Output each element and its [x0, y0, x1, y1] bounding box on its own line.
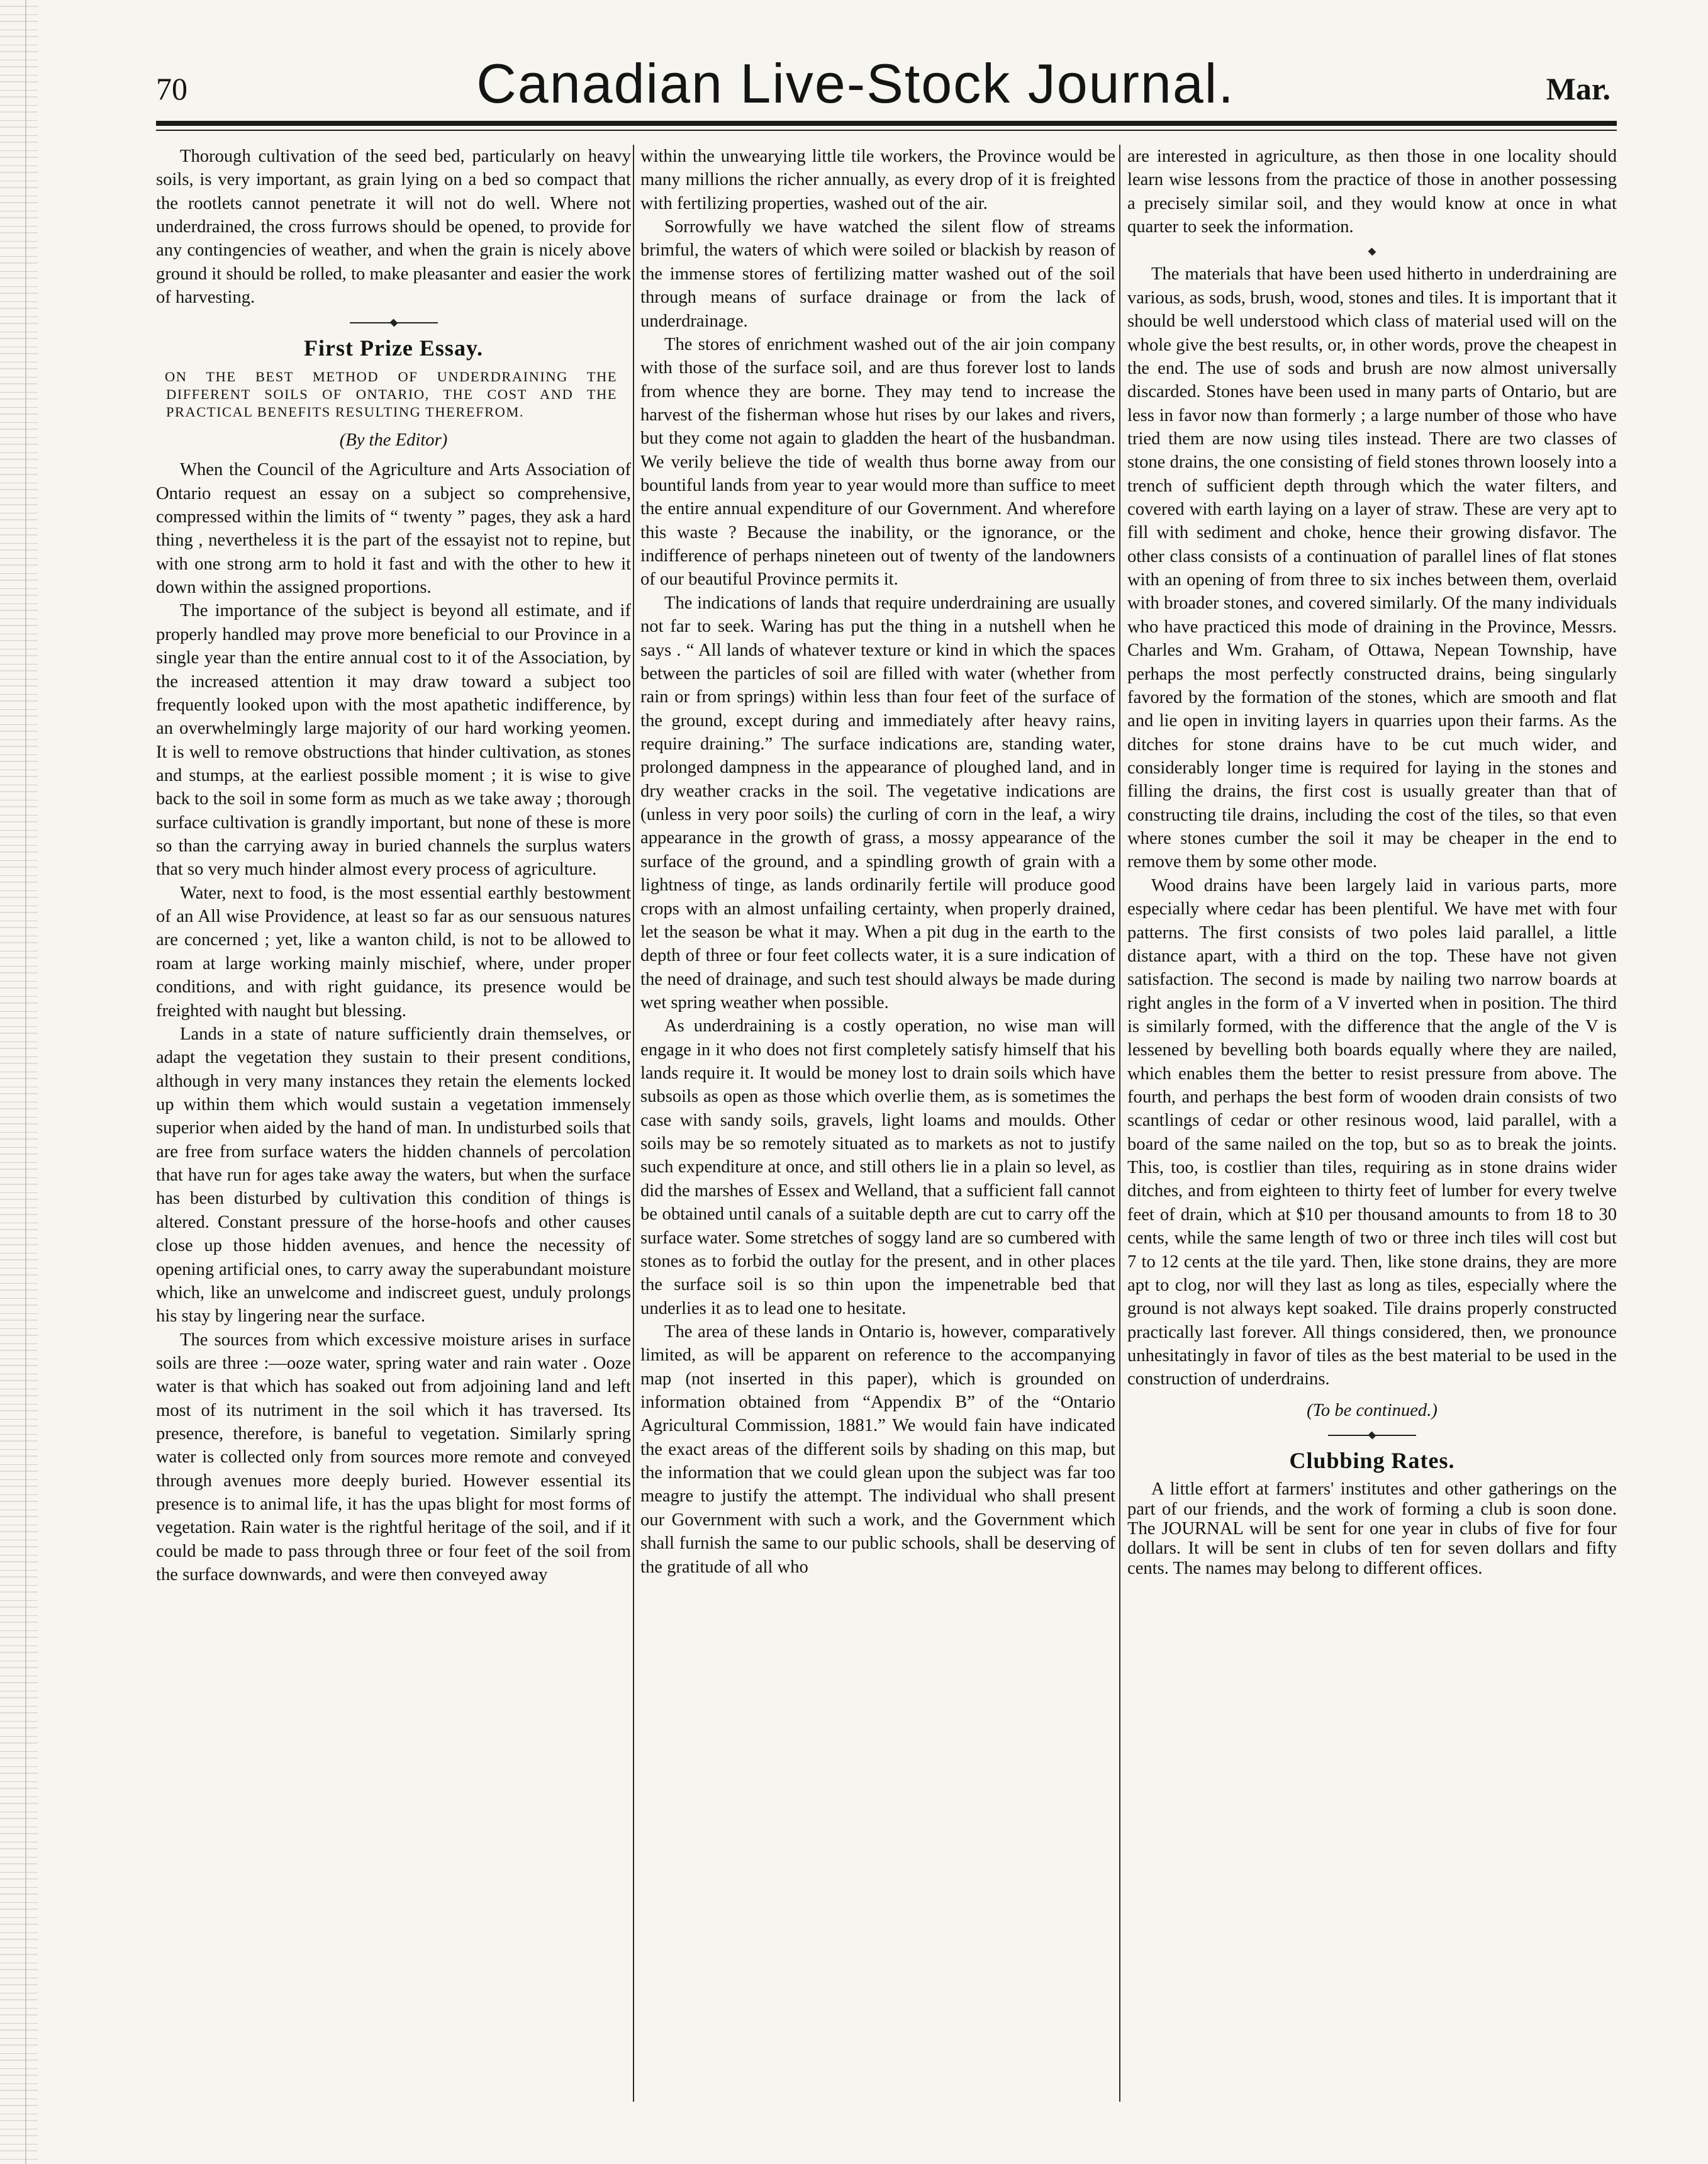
essay-subtitle: ON THE BEST METHOD OF UNDERDRAINING THE DIFFERENT SOILS OF ONTARIO, THE COST AND THE PRACTICAL BENEFITS RESULTING THEREFROM. [165, 368, 617, 420]
section-ornament [1328, 1433, 1416, 1437]
article-paragraph: are interested in agriculture, as then those in one locality should learn wise lessons from the practice of those in another possessing a precisely similar soil, and they would know at once in what quarter to seek the information. [1127, 147, 1617, 237]
journal-page [94, 19, 1617, 2146]
page-header [94, 52, 1617, 121]
essay-title: First Prize Essay. [304, 335, 483, 361]
clubbing-rates-paragraph: A little effort at farmers' institutes and other gatherings on the part of our friends, and the work of forming a club is soon done. The JOURNAL will be sent for one year in clubs of five for four dollars. It will be sent in clubs of ten for seven dollars and fifty cents. The names may belong to different offices. [1127, 1479, 1617, 1578]
article-paragraph: Wood drains have been largely laid in various parts, more especially where cedar has been plentiful. We have met with four patterns. The first consists of two poles laid parallel, a little distance apart, with a third on the top. These have not given satisfaction. The second is made by nailing two narrow boards at right angles in the form of a V inverted when in position. The third is similarly formed, with the difference that the angle of the V is lessened by bevelling both boards equally where they are nailed, which enables them the better to resist pressure from above. The fourth, and perhaps the best form of wooden drain consists of two scantlings of cedar or other resinous wood, laid parallel, with a board of the same nailed on the top, but so as to break the joints. This, too, is costlier than tiles, requiring as in stone drains wider ditches, and from eighteen to thirty feet of lumber for every twelve feet of drain, which at $10 per thousand amounts to from 18 to 30 cents, while the same length of two or three inch tiles will cost but 7 to 12 cents at the tile yard. Then, like stone drains, they are more apt to clog, nor will they last as long as tiles, especially where the ground is not always kept soaked. Tile drains properly constructed practically last forever. All things considered, then, we pronounce unhesitatingly in favor of tiles as the best material to be used in the construction of underdrains. [1127, 875, 1617, 1389]
column-divider [633, 145, 634, 2102]
article-paragraph: Water, next to food, is the most essential earthly bestowment of an All wise Providence, at least so far as our sensuous natures are concerned ; yet, like a wanton child, is not to be allowed to roam at large working mainly mischief, where, under proper conditions, and with right guidance, its presence would be freighted with naught but blessing. [156, 883, 631, 1021]
article-paragraph: The materials that have been used hitherto in underdraining are various, as sods, brush, wood, stones and tiles. It is important that it should be well understood which class of material used will on the whole give the best results, or, in other words, prove the cheapest in the end. The use of sods and brush are now almost universally discarded. Stones have been used in many parts of Ontario, but are less in favor now than formerly ; a large number of those who have tried them are now using tiles instead. There are two classes of stone drains, the one consisting of field stones thrown loosely into a trench of sufficient depth through which the water filters, and covered with earth laying on a layer of straw. These are very apt to fill with sediment and choke, hence their growing disfavor. The other class consists of a continuation of parallel lines of flat stones with an opening of from three to six inches between them, overlaid with broader stones, and covered similarly. Of the many individuals who have practiced this mode of draining in the Province, Messrs. Charles and Wm. Graham, of Ottawa, Nepean Township, have perhaps the most perfectly constructed drains, being singularly favored by the formation of the stones, which are smooth and flat and lie open in inviting layers in quarries upon their farms. As the ditches for stone drains have to be cut much wider, and considerably longer time is required for laying in the stones and filling the drains, the first cost is usually greater than that of constructing tile drains, including the cost of the tiles, so that even where stones cumber the soil it may be cheaper in the end to remove them by some other mode. [1127, 264, 1617, 872]
column-3 [1127, 145, 1617, 2114]
header-rule-thin [156, 130, 1617, 131]
article-paragraph: When the Council of the Agriculture and Arts Association of Ontario request an essay on a subject so comprehensive, compressed within the limits of “ twenty ” pages, they ask a hard thing , nevertheless it is the part of the essayist not to repine, but with one strong arm to hold it fast and with the other to hew it down within the assigned proportions. [156, 460, 631, 598]
continued-note: (To be continued.) [1307, 1400, 1437, 1420]
header-rule-thick [156, 121, 1617, 126]
clubbing-rates-body [1127, 1479, 1617, 1578]
page-spine-edge [0, 0, 38, 2164]
article-paragraph: As underdraining is a costly operation, no wise man will engage in it who does not first completely satisfy himself that his lands require it. It would be money lost to drain soils which have subsoils as open as those which overlie them, as is sometimes the case with sandy soils, gravels, light loams and moulds. Other soils may be so remotely situated as to markets as not to justify such expenditure at once, and still others lie in a plain so level, as did the marshes of Essex and Welland, that a sufficient fall cannot be obtained until canals of a suitable depth are cut to carry off the surface water. Some stretches of soggy land are so cumbered with stones as to forbid the outlay for the present, and in other places the surface soil is so thin upon the impenetrable bed that underlies it as to lead one to hesitate. [640, 1016, 1115, 1318]
paragraph-ornament [1366, 250, 1378, 254]
article-paragraph: within the unwearying little tile workers, the Province would be many millions the richer annually, as every drop of it is freighted with fertilizing properties, washed out of the air. [640, 147, 1115, 213]
column-1 [156, 145, 631, 2114]
issue-month: Mar. [1546, 71, 1610, 106]
clubbing-rates-title: Clubbing Rates. [1289, 1448, 1455, 1474]
essay-byline: (By the Editor) [339, 430, 448, 450]
article-paragraph: The area of these lands in Ontario is, however, comparatively limited, as will be apparent on reference to the accompanying map (not inserted in this paper), which is grounded on information obtained from “Appendix B” of the “Ontario Agricultural Commission, 1881.” We would fain have indicated the exact areas of the different soils by shading on this map, but the information that we could glean upon the subject was far too meagre to justify the attempt. The individual who shall present our Government with such a work, and the Government which shall furnish the same to our public schools, shall be deserving of the gratitude of all who [640, 1321, 1115, 1577]
intro-paragraph: Thorough cultivation of the seed bed, particularly on heavy soils, is very important, as grain lying on a bed so compact that the rootlets cannot penetrate it will not do well. Where not underdrained, the cross furrows should be opened, to provide for any contingencies of weather, and when the grain is nicely above ground it should be rolled, to make pleasanter and easier the work of harvesting. [156, 147, 631, 308]
article-paragraph: The sources from which excessive moisture arises in surface soils are three :—ooze water, spring water and rain water . Ooze water is that which has soaked out from adjoining land and left most of its nutriment in the soil which it has traversed. Its presence, therefore, is baneful to vegetation. Similarly spring water is collected only from sources more remote and conveyed through avenues more deeply buried. However essential its presence is to animal life, it has the upas blight for most forms of vegetation. Rain water is the rightful heritage of the soil, and if it could be made to pass through three or four feet of the soil from the surface downwards, and were then conveyed away [156, 1330, 631, 1585]
journal-title: Canadian Live-Stock Journal. [476, 52, 1235, 115]
article-paragraph: Sorrowfully we have watched the silent flow of streams brimful, the waters of which were soiled or blackish by reason of the immense stores of fertilizing matter washed out of the soil through means of surface drainage or from the lack of underdrainage. [640, 217, 1115, 331]
article-paragraph: The importance of the subject is beyond all estimate, and if properly handled may prove more beneficial to our Province in a single year than the entire annual cost to it of the Association, by the increased attention it may draw toward a subject too frequently looked upon with the most apathetic indifference, by an overwhelmingly large majority of our hard working yeomen. It is well to remove obstructions that hinder cultivation, as stones and stumps, at the earliest possible moment ; it is wise to give back to the soil in some form as much as we take away ; thorough surface cultivation is grandly important, but none of these is more so than the carrying away in buried channels the surplus waters that so very much hinder almost every process of agriculture. [156, 601, 631, 880]
article-paragraph: The stores of enrichment washed out of the air join company with those of the surface soil, and are thus forever lost to lands from whence they are borne. They may tend to increase the harvest of the fisherman whose hut rises by our lakes and rivers, but they come not again to gladden the heart of the husbandman. We verily believe the tide of wealth thus borne away from our bountiful lands from year to year would more than suffice to meet the entire annual expenditure of our Government. And wherefore this waste ? Because the inability, or the ignorance, or the indifference of perhaps nineteen out of twenty of the landowners of our beautiful Province permits it. [640, 334, 1115, 590]
section-ornament [350, 321, 438, 325]
column-divider [1119, 145, 1120, 2102]
article-paragraph: The indications of lands that require underdraining are usually not far to seek. Waring has put the thing in a nutshell when he says . “ All lands of whatever texture or kind in which the spaces between the particles of soil are filled with water (whether from rain or from springs) within less than four feet of the surface of the ground, except during and immediately after heavy rains, require draining.” The surface indications are, standing water, prolonged dampness in the appearance of ploughed land, and in dry weather cracks in the soil. The vegetative indications are (unless in very poor soils) the curling of corn in the leaf, a wiry appearance in the growth of grass, a mossy appearance of the surface of the ground, and a spindling growth of grain with a lightness of tinge, as lands ordinarily fertile will produce good crops with an almost unfailing certainty, when properly drained, let the season be what it may. When a pit dug in the earth to the depth of three or four feet collects water, it is a sure indication of the need of drainage, and such test should always be made during wet spring weather when possible. [640, 593, 1115, 1012]
article-paragraph: Lands in a state of nature sufficiently drain themselves, or adapt the vegetation they sustain to their present conditions, although in very many instances they retain the elements locked up within them which would sustain a vegetation immensely superior when aided by the hand of man. In undisturbed soils that are free from surface waters the hidden channels of percolation that have run for ages take away the waters, but when the surface has been disturbed by cultivation this condition of things is altered. Constant pressure of the horse-hoofs and other causes close up those hidden avenues, and hence the necessity of opening artificial ones, to carry away the superabundant moisture which, like an unwelcome and indiscreet guest, unduly prolongs his stay by lingering near the surface. [156, 1024, 631, 1326]
page-number: 70 [156, 71, 187, 106]
column-2 [640, 145, 1115, 2114]
